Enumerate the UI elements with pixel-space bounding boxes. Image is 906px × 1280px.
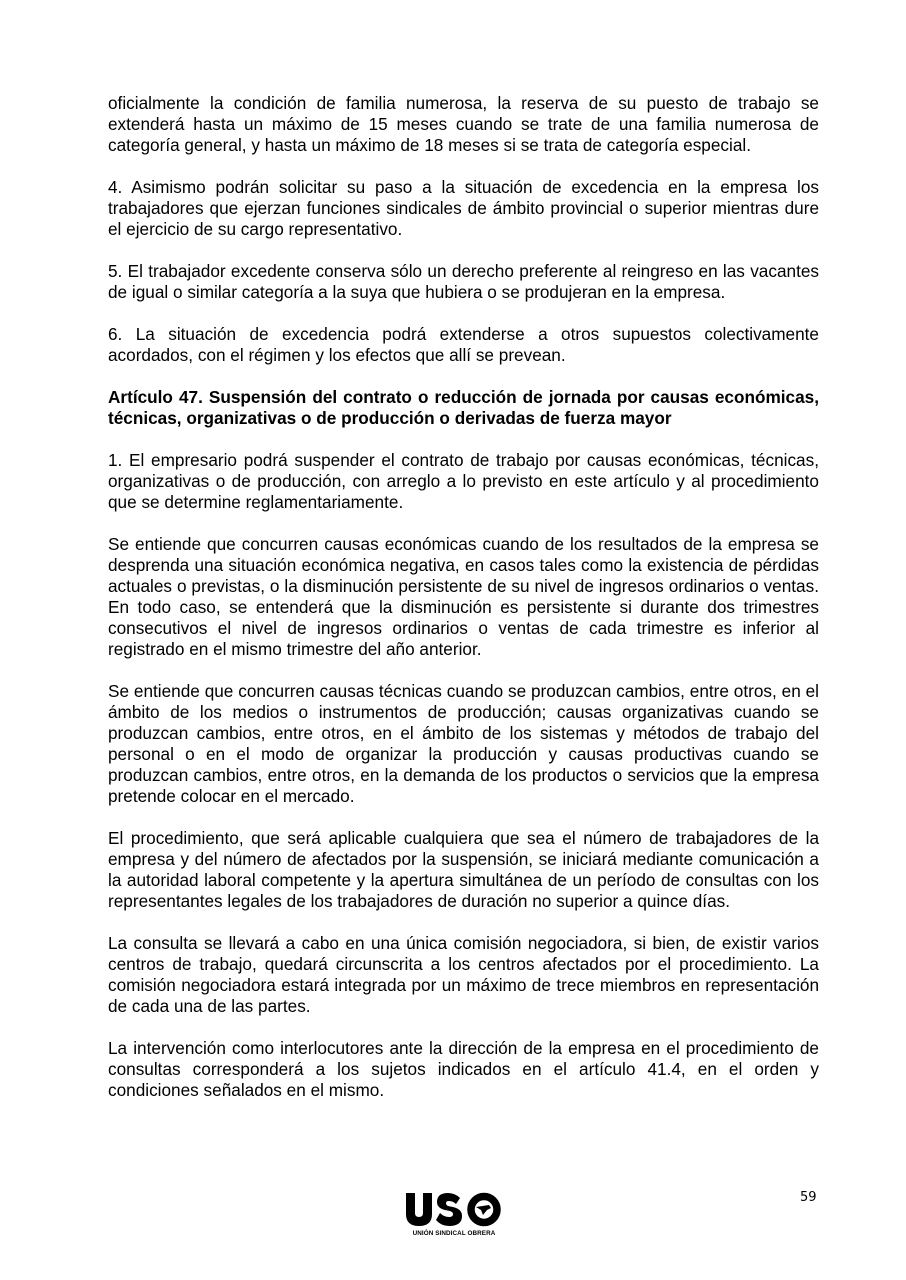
paragraph: 4. Asimismo podrán solicitar su paso a la situación de excedencia en la empresa los trabajadores que ejerzan funciones sindicales de ámbito provincial o superior mientras dure el ejercicio de su cargo representativo. <box>108 177 819 239</box>
logo-caption: UNIÓN SINDICAL OBRERA <box>412 1230 496 1237</box>
paragraph: El procedimiento, que será aplicable cualquiera que sea el número de trabajadores de la empresa y del número de afectados por la suspensión, se iniciará mediante comunicación a la autoridad laboral competente y la apertura simultánea de un período de consultas con los representantes legales de los trabajadores de duración no superior a quince días. <box>108 828 819 911</box>
paragraph: La consulta se llevará a cabo en una única comisión negociadora, si bien, de existir varios centros de trabajo, quedará circunscrita a los centros afectados por el procedimiento. La comisión negociadora estará integrada por un máximo de trece miembros en representación de cada una de las partes. <box>108 933 819 1016</box>
paragraph: Se entiende que concurren causas técnicas cuando se produzcan cambios, entre otros, en el ámbito de los medios o instrumentos de producción; causas organizativas cuando se produzcan cambios, entre otros, en el ámbito de los sistemas y métodos de trabajo del personal o en el modo de organizar la producción y causas productivas cuando se produzcan cambios, entre otros, en la demanda de los productos o servicios que la empresa pretende colocar en el mercado. <box>108 681 819 806</box>
page-number: 59 <box>800 1190 817 1205</box>
article-heading: Artículo 47. Suspensión del contrato o reducción de jornada por causas económicas, técnicas, organizativas o de producción o derivadas de fuerza mayor <box>108 387 819 428</box>
document-body <box>108 93 819 1122</box>
paragraph: 6. La situación de excedencia podrá extenderse a otros supuestos colectivamente acordados, con el régimen y los efectos que allí se prevean. <box>108 324 819 365</box>
paragraph: oficialmente la condición de familia numerosa, la reserva de su puesto de trabajo se extenderá hasta un máximo de 15 meses cuando se trate de una familia numerosa de categoría general, y hasta un máximo de 18 meses si se trata de categoría especial. <box>108 93 819 155</box>
uso-logo <box>403 1189 505 1241</box>
paragraph: Se entiende que concurren causas económicas cuando de los resultados de la empresa se desprenda una situación económica negativa, en casos tales como la existencia de pérdidas actuales o previstas, o la disminución persistente de su nivel de ingresos ordinarios o ventas. En todo caso, se entenderá que la disminución es persistente si durante dos trimestres consecutivos el nivel de ingresos ordinarios o ventas de cada trimestre es inferior al registrado en el mismo trimestre del año anterior. <box>108 534 819 659</box>
paragraph: 5. El trabajador excedente conserva sólo un derecho preferente al reingreso en las vacantes de igual o similar categoría a la suya que hubiera o se produjeran en la empresa. <box>108 261 819 302</box>
uso-logo-icon <box>403 1189 505 1229</box>
paragraph: La intervención como interlocutores ante la dirección de la empresa en el procedimiento de consultas corresponderá a los sujetos indicados en el artículo 41.4, en el orden y condiciones señalados en el mismo. <box>108 1038 819 1100</box>
paragraph: 1. El empresario podrá suspender el contrato de trabajo por causas económicas, técnicas, organizativas o de producción, con arreglo a lo previsto en este artículo y al procedimiento que se determine reglamentariamente. <box>108 450 819 512</box>
